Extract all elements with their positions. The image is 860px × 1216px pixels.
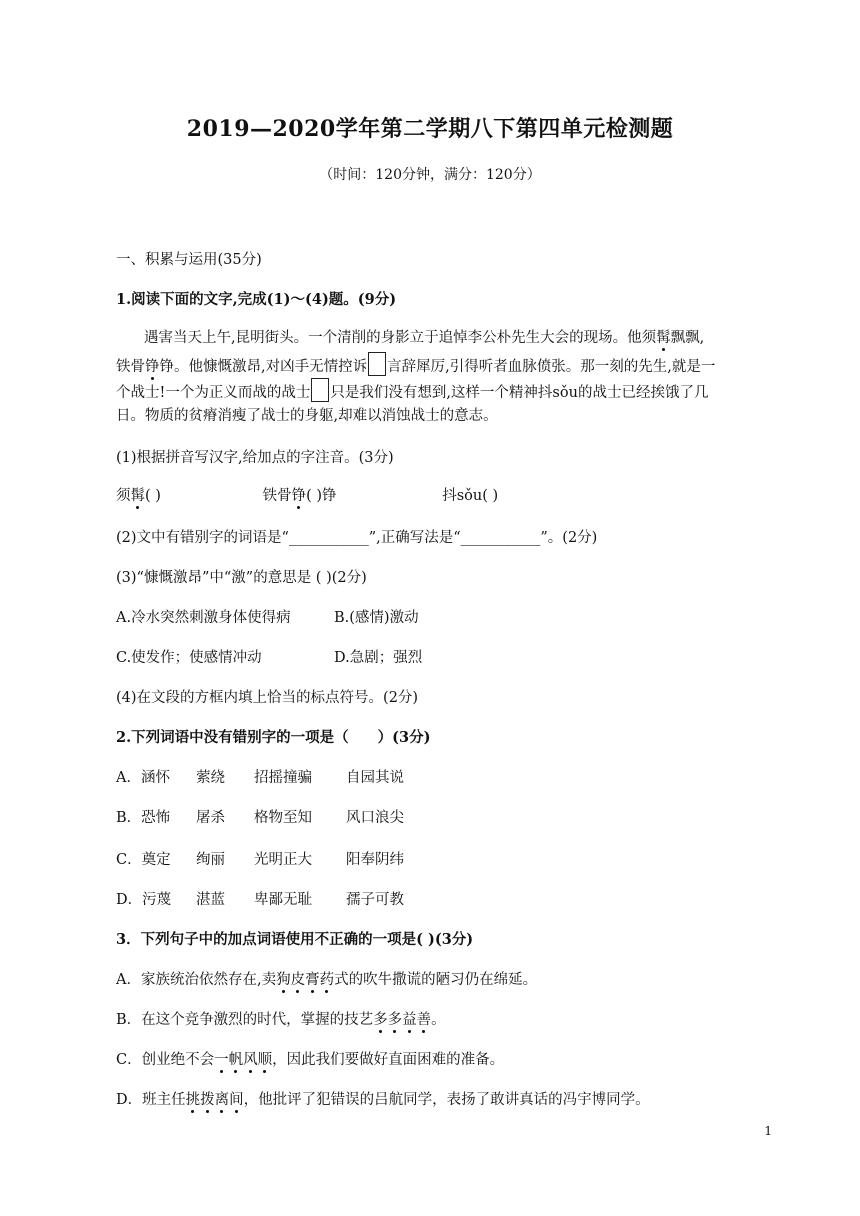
passage-text: 铮。他慷慨激昂,对凶手无情控诉 xyxy=(159,359,368,375)
item-text: 铁骨 xyxy=(262,488,292,504)
q3-option-a[interactable] xyxy=(116,968,537,989)
q2-option-row[interactable] xyxy=(116,806,404,827)
sentence-text: ，他批评了犯错误的吕航同学，表扬了敢讲真话的冯宇博同学。 xyxy=(243,1092,650,1108)
sentence-text: 。 xyxy=(431,1012,446,1028)
word: 屠杀 xyxy=(196,810,225,826)
word: 风口浪尖 xyxy=(346,810,404,826)
dotted-char: 善 xyxy=(416,1012,432,1028)
dotted-word xyxy=(373,1012,431,1028)
q1-stem: 1.阅读下面的文字,完成(1)～(4)题。(9分) xyxy=(116,291,397,308)
word: C．奠定 xyxy=(116,852,171,868)
exam-info: （时间：120分钟，满分：120分） xyxy=(319,167,541,183)
dotted-char: 顺 xyxy=(257,1052,273,1068)
dotted-char: 风 xyxy=(243,1052,258,1068)
option-b[interactable]: B.(感情)激动 xyxy=(334,610,419,626)
dotted-char: 间 xyxy=(229,1092,244,1108)
dotted-char: 狗 xyxy=(276,972,291,988)
dotted-char: 一 xyxy=(214,1052,229,1068)
dotted-char: 铮 xyxy=(291,488,307,504)
punctuation-box[interactable] xyxy=(368,352,386,376)
dotted-char: 多 xyxy=(387,1012,403,1028)
page-number: 1 xyxy=(764,1124,772,1138)
q1-passage-line-4: 日。物质的贫瘠消瘦了战士的身躯,却难以消蚀战士的意志。 xyxy=(116,408,498,424)
dotted-word xyxy=(214,1052,272,1068)
pinyin-item[interactable]: 抖sǒu( ) xyxy=(442,488,499,504)
sentence-text: 式的吹牛撒谎的陋习仍在绵延。 xyxy=(334,972,538,988)
dotted-char: 帆 xyxy=(228,1052,244,1068)
dotted-char: 益 xyxy=(402,1012,417,1028)
q3-option-c[interactable] xyxy=(116,1048,504,1069)
q1-sub1: (1)根据拼音写汉字,给加点的字注音。(3分) xyxy=(116,450,394,466)
word: 阳奉阴纬 xyxy=(346,852,404,868)
dotted-char: 膏 xyxy=(305,972,320,988)
q1-sub3-options-row-2 xyxy=(116,646,422,667)
dotted-char: 髯 xyxy=(656,330,671,346)
passage-text: 飘飘, xyxy=(670,330,705,346)
passage-text: 遇害当天上午,昆明街头。一个清削的身影立于追悼李公朴先生大会的现场。他须 xyxy=(144,330,657,346)
word: 格物至知 xyxy=(254,810,312,826)
word: 孺子可教 xyxy=(346,892,404,908)
sentence-text: ，因此我们要做好直面困难的准备。 xyxy=(272,1052,505,1068)
word: 光明正大 xyxy=(254,852,312,868)
sentence-text: B．在这个竞争激烈的时代，掌握的技艺 xyxy=(116,1012,374,1028)
word: B．恐怖 xyxy=(116,810,171,826)
option-c[interactable]: C.使发作；使感情冲动 xyxy=(116,650,262,666)
q3-option-d[interactable] xyxy=(116,1088,650,1109)
q1-sub3: (3)“慷慨激昂”中“激”的意思是 ( )(2分) xyxy=(116,570,367,586)
word: 湛蓝 xyxy=(196,892,225,908)
q1-sub3-options-row-1 xyxy=(116,606,419,627)
dotted-char: 铮 xyxy=(145,359,160,375)
passage-text: 只是我们没有想到,这样一个精神抖sǒu的战士已经挨饿了几 xyxy=(330,385,709,401)
q1-passage-line-1 xyxy=(144,326,704,347)
q3-option-b[interactable] xyxy=(116,1008,446,1029)
dotted-char: 离 xyxy=(214,1092,230,1108)
item-text: 须 xyxy=(116,488,131,504)
sentence-text: D．班主任 xyxy=(116,1092,186,1108)
q1-sub1-items xyxy=(116,484,498,505)
q1-passage-line-2 xyxy=(116,352,715,376)
dotted-char: 多 xyxy=(373,1012,388,1028)
q2-option-row[interactable] xyxy=(116,888,404,909)
word: 招摇撞骗 xyxy=(254,770,312,786)
sentence-text: C．创业绝不会 xyxy=(116,1052,215,1068)
dotted-char: 挑 xyxy=(185,1092,201,1108)
q1-sub2: (2)文中有错别字的词语是“___________”,正确写法是“___________”。(2分) xyxy=(116,530,598,546)
dotted-char: 药 xyxy=(319,972,335,988)
word: 萦绕 xyxy=(196,770,225,786)
passage-text: 铁骨 xyxy=(116,359,145,375)
passage-text: 个战士!一个为正义而战的战士 xyxy=(116,385,311,401)
q1-sub4: (4)在文段的方框内填上恰当的标点符号。(2分) xyxy=(116,690,419,706)
q2-option-row[interactable] xyxy=(116,766,404,787)
pinyin-item xyxy=(263,484,438,505)
page-title: 2019—2020学年第二学期八下第四单元检测题 xyxy=(186,116,674,142)
dotted-char: 皮 xyxy=(290,972,306,988)
section-heading: 一、积累与运用(35分) xyxy=(116,252,262,268)
pinyin-item xyxy=(116,484,258,505)
dotted-char: 髯 xyxy=(130,488,145,504)
q2-option-row[interactable] xyxy=(116,848,404,869)
dotted-char: 拨 xyxy=(200,1092,215,1108)
answer-blank[interactable]: ( ) xyxy=(145,488,161,504)
word: A．涵怀 xyxy=(116,770,170,786)
word: 卑鄙无耻 xyxy=(254,892,312,908)
option-a[interactable]: A.冷水突然刺激身体使得病 xyxy=(116,610,291,626)
q1-passage-line-3 xyxy=(116,378,708,402)
option-d[interactable]: D.急剧；强烈 xyxy=(334,650,423,666)
answer-blank[interactable]: ( )铮 xyxy=(306,488,337,504)
sentence-text: A．家族统治依然存在,卖 xyxy=(116,972,277,988)
passage-text: 言辞犀厉,引得听者血脉偾张。那一刻的先生,就是一 xyxy=(387,359,716,375)
word: D．污蔑 xyxy=(116,892,172,908)
q3-stem: 3．下列句子中的加点词语使用不正确的一项是( )(3分) xyxy=(116,931,474,948)
q2-stem: 2.下列词语中没有错别字的一项是（ ）(3分) xyxy=(116,729,431,746)
word: 绚丽 xyxy=(196,852,225,868)
word: 自园其说 xyxy=(346,770,404,786)
punctuation-box[interactable] xyxy=(311,378,329,402)
dotted-word xyxy=(186,1092,244,1108)
dotted-word xyxy=(276,972,334,988)
